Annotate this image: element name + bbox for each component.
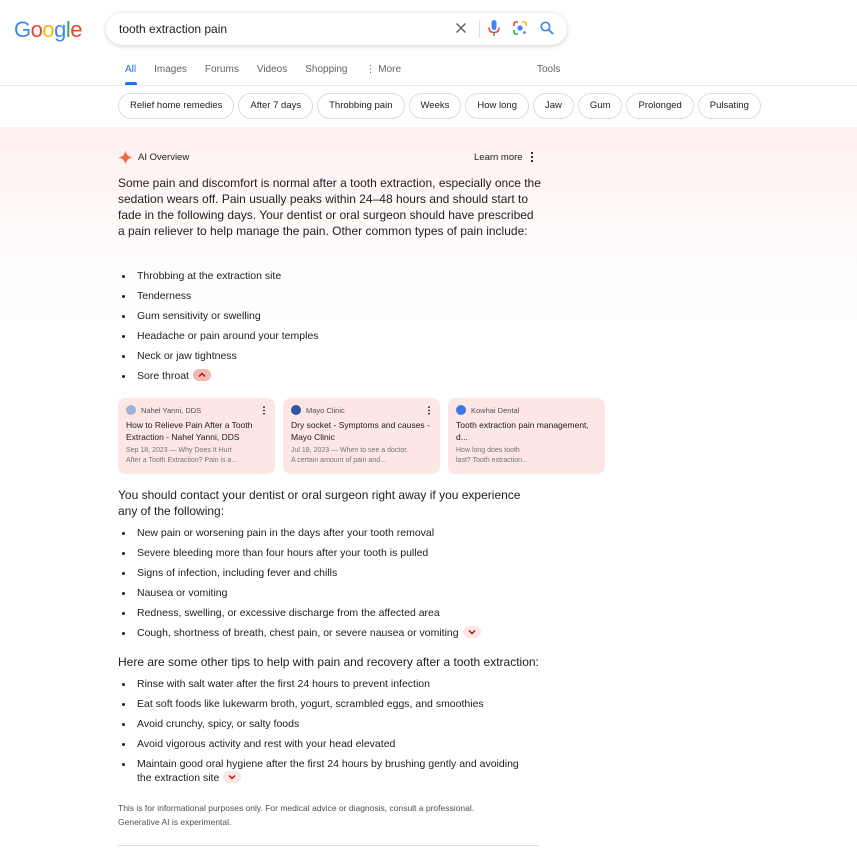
logo-letter: o [30, 17, 43, 42]
ai-disclaimer [118, 801, 538, 829]
tab-images[interactable]: Images [154, 64, 187, 75]
list-item [118, 289, 319, 309]
expand-sources-button[interactable] [223, 771, 241, 783]
microphone-icon[interactable] [486, 19, 502, 37]
tab-shopping[interactable]: Shopping [305, 64, 348, 75]
tab-more-label: More [378, 64, 402, 75]
warning-signs-list [118, 526, 481, 646]
ai-spark-icon [118, 150, 133, 165]
tip-text: Avoid vigorous activity and rest with your head elevated [137, 738, 396, 750]
warning-sign-text: New pain or worsening pain in the days after your tooth removal [137, 527, 435, 539]
ai-overview-menu-icon[interactable] [529, 151, 535, 163]
site-favicon-icon [456, 405, 466, 415]
card-source [291, 404, 432, 416]
search-icon[interactable] [539, 20, 555, 36]
site-favicon-icon [126, 405, 136, 415]
card-snippet [126, 446, 267, 466]
card-snippet-line: A certain amount of pain and... [291, 457, 386, 464]
list-item [118, 757, 519, 787]
contact-intro: You should contact your dentist or oral surgeon right away if you experience any of the following: [118, 488, 521, 518]
pain-type-text: Headache or pain around your temples [137, 330, 319, 342]
card-source-name: Mayo Clinic [306, 405, 345, 415]
chip-pulsating[interactable]: Pulsating [698, 93, 761, 119]
warning-sign-text: Redness, swelling, or excessive discharge from the affected area [137, 607, 440, 619]
search-input[interactable]: tooth extraction pain [119, 22, 228, 36]
chevron-up-icon [193, 369, 211, 381]
source-card[interactable] [448, 398, 605, 474]
card-source-name: Kowhai Dental [471, 405, 520, 415]
card-title[interactable]: Tooth extraction pain management, d... [456, 420, 589, 442]
chevron-down-icon [223, 771, 241, 783]
tips-list [118, 677, 519, 787]
card-menu-icon[interactable] [427, 406, 431, 415]
tip-text: Eat soft foods like lukewarm broth, yogurt, scrambled eggs, and smoothies [137, 698, 484, 710]
more-dots-icon: ⋮ [365, 64, 379, 75]
list-item [118, 606, 481, 626]
card-menu-icon[interactable] [262, 406, 266, 415]
chip-how-long[interactable]: How long [465, 93, 529, 119]
source-card[interactable] [283, 398, 440, 474]
tools-button[interactable]: Tools [537, 64, 561, 75]
chip-weeks[interactable]: Weeks [409, 93, 462, 119]
section-divider [118, 845, 539, 846]
list-item [118, 349, 319, 369]
list-item [118, 717, 519, 737]
list-item [118, 566, 481, 586]
card-snippet [456, 446, 597, 466]
google-lens-icon[interactable] [512, 20, 528, 36]
tab-more[interactable] [366, 64, 402, 86]
ai-overview-header [118, 150, 538, 166]
tip-text: Avoid crunchy, spicy, or salty foods [137, 718, 300, 730]
tip-text: Rinse with salt water after the first 24 hours to prevent infection [137, 678, 430, 690]
source-cards [118, 398, 589, 474]
card-snippet-line: last? Tooth extraction... [456, 457, 528, 464]
warning-sign-text: Cough, shortness of breath, chest pain, or severe nausea or vomiting [137, 627, 459, 639]
chip-gum[interactable]: Gum [578, 93, 623, 119]
logo-letter: e [70, 17, 83, 42]
disclaimer-line: This is for informational purposes only. For medical advice or diagnosis, consult a professional. [118, 803, 475, 813]
chevron-down-icon [463, 626, 481, 638]
card-snippet-line: Sep 18, 2023 — Why Does It Hurt [126, 447, 232, 454]
search-divider [479, 20, 480, 38]
list-item [118, 737, 519, 757]
logo-letter: o [42, 17, 55, 42]
list-item [118, 369, 319, 389]
pain-type-text: Sore throat [137, 370, 189, 382]
pain-type-text: Tenderness [137, 290, 192, 302]
expand-sources-button[interactable] [463, 626, 481, 638]
warning-sign-text: Signs of infection, including fever and chills [137, 567, 338, 579]
pain-types-list [118, 269, 319, 389]
pain-type-text: Gum sensitivity or swelling [137, 310, 261, 322]
learn-more-link[interactable]: Learn more [474, 152, 523, 163]
card-snippet [291, 446, 432, 466]
tips-intro: Here are some other tips to help with pain and recovery after a tooth extraction: [118, 655, 539, 669]
logo-letter: G [14, 17, 31, 42]
tab-forums[interactable]: Forums [204, 64, 239, 75]
list-item [118, 546, 481, 566]
search-box[interactable] [106, 13, 567, 45]
tip-text-line: the extraction site [137, 772, 220, 784]
disclaimer-line: Generative AI is experimental. [118, 817, 232, 827]
tip-text-line: Maintain good oral hygiene after the first 24 hours by brushing gently and avoiding [137, 758, 519, 770]
ai-overview-title: AI Overview [138, 152, 190, 163]
card-title[interactable]: Dry socket - Symptoms and causes - Mayo Clinic [291, 420, 430, 442]
tab-all[interactable]: All [125, 64, 137, 75]
list-item [118, 626, 481, 646]
site-favicon-icon [291, 405, 301, 415]
card-title[interactable]: How to Relieve Pain After a Tooth Extraction - Nahel Yanni, DDS [126, 420, 253, 442]
card-snippet-line: Jul 18, 2023 — When to see a doctor. [291, 447, 409, 454]
pain-type-text: Throbbing at the extraction site [137, 270, 282, 282]
ai-overview-intro: Some pain and discomfort is normal after a tooth extraction, especially once the sedation wears off. Pain usually peaks within 24–48 hours and should start to fade in the following days. Your dentist or oral surgeon should have prescribed a pain reliever to help manage the pain. Other common types of pain include: [118, 176, 541, 238]
list-item [118, 269, 319, 289]
search-tabs [125, 64, 419, 86]
list-item [118, 329, 319, 349]
collapse-sources-button[interactable] [193, 369, 211, 381]
card-source-name: Nahel Yanni, DDS [141, 405, 202, 415]
card-snippet-line: How long does tooth [456, 447, 520, 454]
tab-videos[interactable]: Videos [256, 64, 288, 75]
warning-sign-text: Nausea or vomiting [137, 587, 228, 599]
list-item [118, 586, 481, 606]
card-snippet-line: After a Tooth Extraction? Pain is a... [126, 457, 238, 464]
chip-relief-home-remedies[interactable]: Relief home remedies [118, 93, 234, 119]
refinement-chips [118, 93, 761, 119]
logo-letter: g [54, 17, 66, 42]
card-source [126, 404, 267, 416]
list-item [118, 697, 519, 717]
list-item [118, 309, 319, 329]
source-card[interactable] [118, 398, 275, 474]
chip-jaw[interactable]: Jaw [533, 93, 574, 119]
list-item [118, 677, 519, 697]
chip-after-7-days[interactable]: After 7 days [238, 93, 313, 119]
logo-letter: l [65, 17, 71, 42]
pain-type-text: Neck or jaw tightness [137, 350, 237, 362]
google-logo[interactable] [14, 17, 82, 43]
chip-throbbing-pain[interactable]: Throbbing pain [317, 93, 404, 119]
warning-sign-text: Severe bleeding more than four hours after your tooth is pulled [137, 547, 429, 559]
list-item [118, 526, 481, 546]
card-source [456, 404, 597, 416]
header-divider [0, 85, 857, 86]
chip-prolonged[interactable]: Prolonged [626, 93, 693, 119]
clear-icon[interactable] [453, 20, 469, 36]
